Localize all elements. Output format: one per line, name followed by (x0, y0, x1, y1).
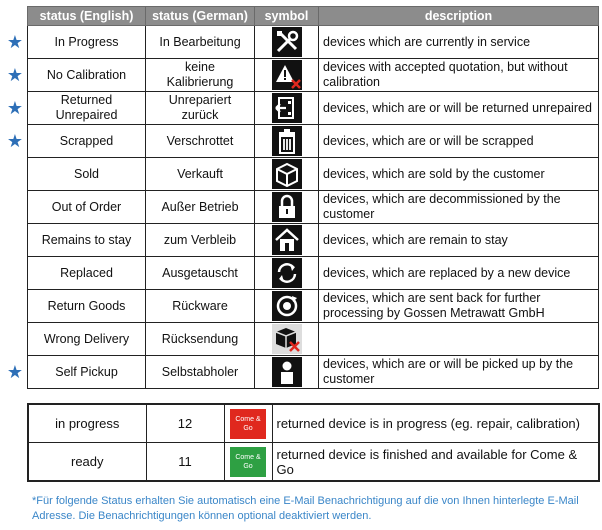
status-english: Wrong Delivery (28, 323, 146, 356)
status-english: Scrapped (28, 125, 146, 158)
refresh-icon (272, 258, 302, 288)
status-description: devices, which are remain to stay (319, 224, 599, 257)
table-row (28, 356, 599, 389)
status-english: Replaced (28, 257, 146, 290)
symbol-cell (255, 191, 319, 224)
status-english: Out of Order (28, 191, 146, 224)
symbol-cell (255, 290, 319, 323)
house-icon (272, 225, 302, 255)
symbol-cell (255, 125, 319, 158)
star-icon: ★ (6, 362, 24, 382)
table-row (28, 191, 599, 224)
table-row (28, 26, 599, 59)
trash-icon (272, 126, 302, 156)
status-english: No Calibration (28, 59, 146, 92)
symbol-cell (255, 26, 319, 59)
status-description: devices, which are sold by the customer (319, 158, 599, 191)
header-status-german: status (German) (146, 7, 255, 26)
status-table (27, 6, 599, 389)
return-unrepaired-icon (272, 93, 302, 123)
status-description: devices, which are replaced by a new device (319, 257, 599, 290)
header-status-english: status (English) (28, 7, 146, 26)
status-description: devices, which are decommissioned by the customer (319, 191, 599, 224)
status-german: In Bearbeitung (146, 26, 255, 59)
table-header-row (28, 7, 599, 26)
legend-description: returned device is in progress (eg. repair, calibration) (272, 404, 599, 443)
table-row (28, 290, 599, 323)
status-description: devices, which are or will be picked up by the customer (319, 356, 599, 389)
legend-row (28, 404, 599, 443)
status-german: Verkauft (146, 158, 255, 191)
symbol-cell (255, 224, 319, 257)
header-description: description (319, 7, 599, 26)
legend-count: 12 (146, 404, 224, 443)
status-description: devices, which are or will be returned unrepaired (319, 92, 599, 125)
header-symbol: symbol (255, 7, 319, 26)
legend-description: returned device is finished and available for Come & Go (272, 443, 599, 482)
star-icon: ★ (6, 65, 24, 85)
status-german: Ausgetauscht (146, 257, 255, 290)
return-goods-icon (272, 291, 302, 321)
table-row (28, 224, 599, 257)
status-german: zum Verbleib (146, 224, 255, 257)
status-german: Unrepariert zurück (146, 92, 255, 125)
tools-icon (272, 27, 302, 57)
table-row (28, 323, 599, 356)
no-calibration-icon (272, 60, 302, 90)
symbol-cell (255, 323, 319, 356)
legend-label: ready (28, 443, 146, 482)
table-row (28, 59, 599, 92)
symbol-cell (255, 59, 319, 92)
table-row (28, 158, 599, 191)
legend-chip-cell (224, 404, 272, 443)
status-english: Remains to stay (28, 224, 146, 257)
legend-row (28, 443, 599, 482)
legend-label: in progress (28, 404, 146, 443)
status-english: Returned Unrepaired (28, 92, 146, 125)
status-german: keine Kalibrierung (146, 59, 255, 92)
status-english: Self Pickup (28, 356, 146, 389)
star-icon: ★ (6, 32, 24, 52)
come-and-go-badge: Come & Go (230, 447, 266, 477)
star-icon: ★ (6, 131, 24, 151)
symbol-cell (255, 257, 319, 290)
status-german: Rückware (146, 290, 255, 323)
table-row (28, 125, 599, 158)
symbol-cell (255, 158, 319, 191)
status-german: Außer Betrieb (146, 191, 255, 224)
status-german: Selbstabholer (146, 356, 255, 389)
status-description: devices with accepted quotation, but without calibration (319, 59, 599, 92)
status-description: devices, which are sent back for further processing by Gossen Metrawatt GmbH (319, 290, 599, 323)
person-icon (272, 357, 302, 387)
lock-icon (272, 192, 302, 222)
table-row (28, 257, 599, 290)
status-description (319, 323, 599, 356)
status-description: devices, which are or will be scrapped (319, 125, 599, 158)
come-and-go-badge: Come & Go (230, 409, 266, 439)
status-description: devices which are currently in service (319, 26, 599, 59)
legend-count: 11 (146, 443, 224, 482)
status-german: Verschrottet (146, 125, 255, 158)
legend-chip-cell (224, 443, 272, 482)
box-icon (272, 159, 302, 189)
status-german: Rücksendung (146, 323, 255, 356)
status-english: Return Goods (28, 290, 146, 323)
status-english: In Progress (28, 26, 146, 59)
status-english: Sold (28, 158, 146, 191)
footnote: *Für folgende Status erhalten Sie automatisch eine E-Mail Benachrichtigung auf die von Ihnen hinterlegte E-Mail Adresse. Die Benachrichtigungen können optional deaktiviert werden. (32, 495, 579, 522)
symbol-cell (255, 92, 319, 125)
star-icon: ★ (6, 98, 24, 118)
legend-table (27, 403, 600, 482)
wrong-delivery-icon (272, 324, 302, 354)
symbol-cell (255, 356, 319, 389)
table-row (28, 92, 599, 125)
